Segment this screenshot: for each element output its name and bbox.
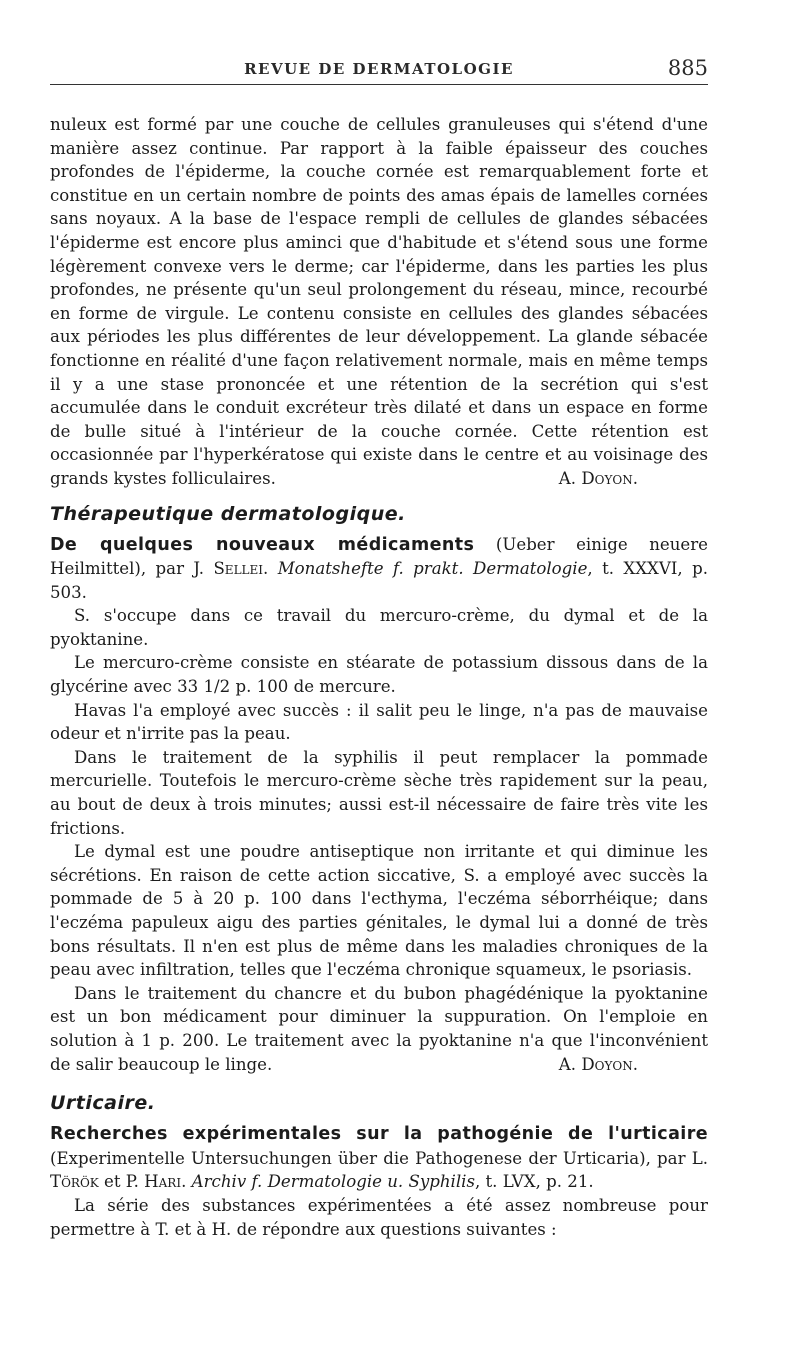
article-ref-part-1: (Experimentelle Untersuchungen über die Pathogenese der Urticaria), par L.: [50, 1148, 708, 1168]
paragraph: Dans le traitement de la syphilis il peut remplacer la pommade mercurielle. Toutefois le mercuro-crème sèche très rapidement sur la peau, au bout de deux à trois minutes; aussi est-il nécessaire de faire très vite les frictions.: [50, 747, 708, 838]
article-ref-part-1: (Ueber einige neuere Heilmittel), par J.: [50, 534, 708, 579]
article-ref-part-3: .: [181, 1172, 192, 1192]
article-ref-part-4: , t. LVX, p. 21.: [474, 1172, 594, 1192]
article-title-therapeutique: De quelques nouveaux médicaments: [50, 534, 475, 555]
intro-paragraph: [50, 113, 708, 491]
article-header-therapeutique: [50, 533, 708, 605]
page-number: 885: [667, 56, 708, 80]
paragraph: Havas l'a employé avec succès : il salit peu le linge, n'a pas de mauvaise odeur et n'irrite pas la peau.: [50, 700, 708, 744]
article-journal: Monatshefte f. prakt. Dermatologie: [277, 559, 588, 579]
paragraph: Le mercuro-crème consiste en stéarate de potassium dissous dans de la glycérine avec 33 1/2 p. 100 de mercure.: [50, 653, 708, 697]
paragraph: S. s'occupe dans ce travail du mercuro-crème, du dymal et de la pyoktanine.: [50, 606, 708, 649]
section-heading-urticaire: Urticaire.: [50, 1092, 156, 1115]
article-title-urticaire: Recherches expérimentales sur la pathogénie de l'urticaire: [50, 1124, 708, 1145]
paragraph-with-signature: [50, 982, 708, 1076]
section-heading-therapeutique: Thérapeutique dermatologique.: [50, 502, 406, 525]
article-ref-part-3: , t. XXXVI, p. 503.: [50, 559, 708, 602]
page-header: [50, 58, 708, 85]
page-body: [50, 113, 708, 1241]
paragraph: La série des substances expérimentées a été assez nombreuse pour permettre à T. et à H. de répondre aux questions suivantes :: [50, 1195, 708, 1239]
article-ref-part-2: .: [263, 559, 278, 579]
intro-signature: A. Doyon.: [558, 468, 638, 488]
article-journal: Archiv f. Dermatologie u. Syphilis: [191, 1172, 475, 1192]
running-title: REVUE DE DERMATOLOGIE: [244, 60, 514, 78]
article-author-2: Hari: [144, 1172, 182, 1192]
therapeutique-signature: A. Doyon.: [558, 1054, 638, 1074]
article-author-1: Török: [50, 1172, 99, 1192]
article-ref-part-2: et P.: [98, 1172, 145, 1192]
article-author: Sellei: [213, 559, 264, 579]
article-header-urticaire: [50, 1122, 708, 1194]
intro-text: nuleux est formé par une couche de cellules granuleuses qui s'étend d'une manière assez continue. Par rapport à la faible épaisseur des couches profondes de l'épiderme, la couche cornée est remarquablement forte et constitue en un certain nombre de points des amas épais de lamelles cornées sans noyaux. A la base de l'espace rempli de cellules de glandes sébacées l'épiderme est encore plus aminci que d'habitude et s'étend sous une forme légèrement convexe vers le derme; car l'épiderme, dans les parties les plus profondes, ne présente qu'un seul prolongement du réseau, mince, recourbé en forme de virgule. Le contenu consiste en cellules des glandes sébacées aux périodes les plus différentes de leur développement. La glande sébacée fonctionne en réalité d'une façon relativement normale, mais en même temps il y a une stase prononcée et une rétention de la secrétion qui s'est accumulée dans le conduit excréteur très dilaté et dans un espace en forme de bulle situé à l'intérieur de la couche cornée. Cette rétention est occasionnée par l'hyperkératose qui existe dans le centre et au voisinage des grands kystes folliculaires.: [50, 115, 708, 488]
paragraph-text: Dans le traitement du chancre et du bubon phagédénique la pyoktanine est un bon médicament pour diminuer la suppuration. On l'emploie en solution à 1 p. 200. Le traitement avec la pyoktanine n'a que l'inconvénient de salir beaucoup le linge.: [50, 983, 708, 1074]
paragraph: Le dymal est une poudre antiseptique non irritante et qui diminue les sécrétions. En raison de cette action siccative, S. a employé avec succès la pommade de 5 à 20 p. 100 dans l'ecthyma, l'eczéma séborrhéique; dans l'eczéma papuleux aigu des parties génitales, le dymal lui a donné de très bons résultats. Il n'en est plus de même dans les maladies chroniques de la peau avec infiltration, telles que l'eczéma chronique squameux, le psoriasis.: [50, 842, 708, 980]
